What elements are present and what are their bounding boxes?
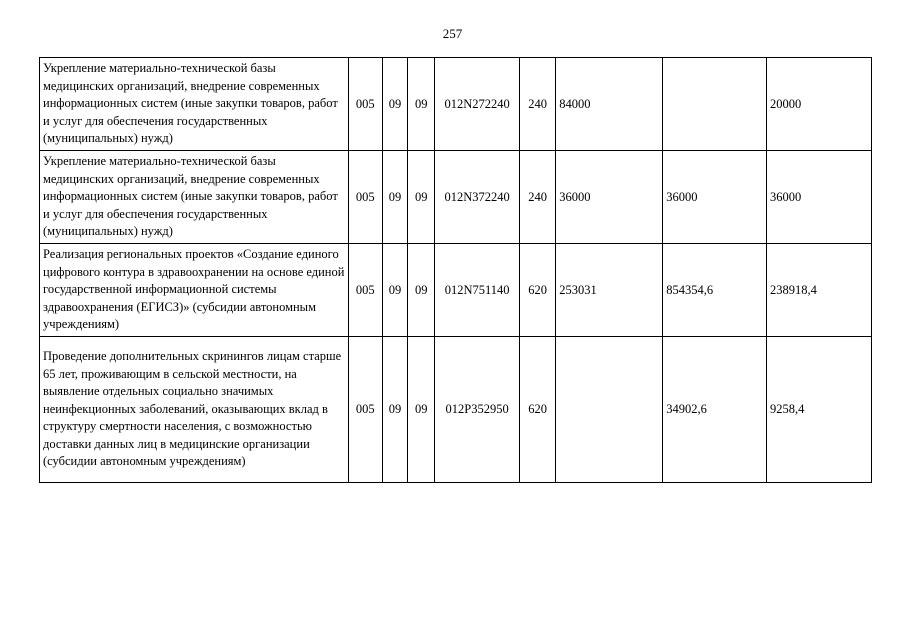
amount-year-2: 854354,6 bbox=[663, 244, 767, 337]
row-description: Проведение дополнительных скринингов лицам старше 65 лет, проживающим в сельской местности, на выявление отдельных социально значимых неинфекционных заболеваний, оказывающих вклад в структуру смертности населения, с возможностью доставки данных лиц в медицинские организации (субсидии автономным учреждениям) bbox=[40, 337, 349, 483]
section-code: 09 bbox=[382, 337, 407, 483]
amount-year-2 bbox=[663, 58, 767, 151]
amount-year-1: 84000 bbox=[556, 58, 663, 151]
expense-type-code: 240 bbox=[520, 58, 556, 151]
amount-year-1 bbox=[556, 337, 663, 483]
page-number: 257 bbox=[442, 26, 463, 41]
target-item-code: 012P352950 bbox=[435, 337, 520, 483]
amount-year-2: 34902,6 bbox=[663, 337, 767, 483]
amount-year-3: 20000 bbox=[767, 58, 872, 151]
subsection-code: 09 bbox=[408, 337, 435, 483]
table-row bbox=[40, 337, 872, 483]
amount-year-2: 36000 bbox=[663, 151, 767, 244]
target-item-code: 012N751140 bbox=[435, 244, 520, 337]
expense-type-code: 620 bbox=[520, 337, 556, 483]
section-code: 09 bbox=[382, 58, 407, 151]
ministry-code: 005 bbox=[348, 244, 382, 337]
subsection-code: 09 bbox=[408, 244, 435, 337]
subsection-code: 09 bbox=[408, 58, 435, 151]
row-description: Укрепление материально-технической базы медицинских организаций, внедрение современных информационных систем (иные закупки товаров, работ и услуг для обеспечения государственных (муниципальных) нужд) bbox=[40, 151, 349, 244]
expense-type-code: 240 bbox=[520, 151, 556, 244]
amount-year-1: 36000 bbox=[556, 151, 663, 244]
amount-year-3: 9258,4 bbox=[767, 337, 872, 483]
amount-year-3: 36000 bbox=[767, 151, 872, 244]
ministry-code: 005 bbox=[348, 58, 382, 151]
section-code: 09 bbox=[382, 151, 407, 244]
table-row bbox=[40, 151, 872, 244]
table-row bbox=[40, 58, 872, 151]
section-code: 09 bbox=[382, 244, 407, 337]
subsection-code: 09 bbox=[408, 151, 435, 244]
row-description: Укрепление материально-технической базы медицинских организаций, внедрение современных информационных систем (иные закупки товаров, работ и услуг для обеспечения государственных (муниципальных) нужд) bbox=[40, 58, 349, 151]
amount-year-3: 238918,4 bbox=[767, 244, 872, 337]
expense-type-code: 620 bbox=[520, 244, 556, 337]
table-row bbox=[40, 244, 872, 337]
ministry-code: 005 bbox=[348, 151, 382, 244]
row-description: Реализация региональных проектов «Создание единого цифрового контура в здравоохранении на основе единой государственной информационной системы здравоохранения (ЕГИСЗ)» (субсидии автономным учреждениям) bbox=[40, 244, 349, 337]
target-item-code: 012N272240 bbox=[435, 58, 520, 151]
budget-table bbox=[39, 57, 872, 483]
amount-year-1: 253031 bbox=[556, 244, 663, 337]
target-item-code: 012N372240 bbox=[435, 151, 520, 244]
ministry-code: 005 bbox=[348, 337, 382, 483]
